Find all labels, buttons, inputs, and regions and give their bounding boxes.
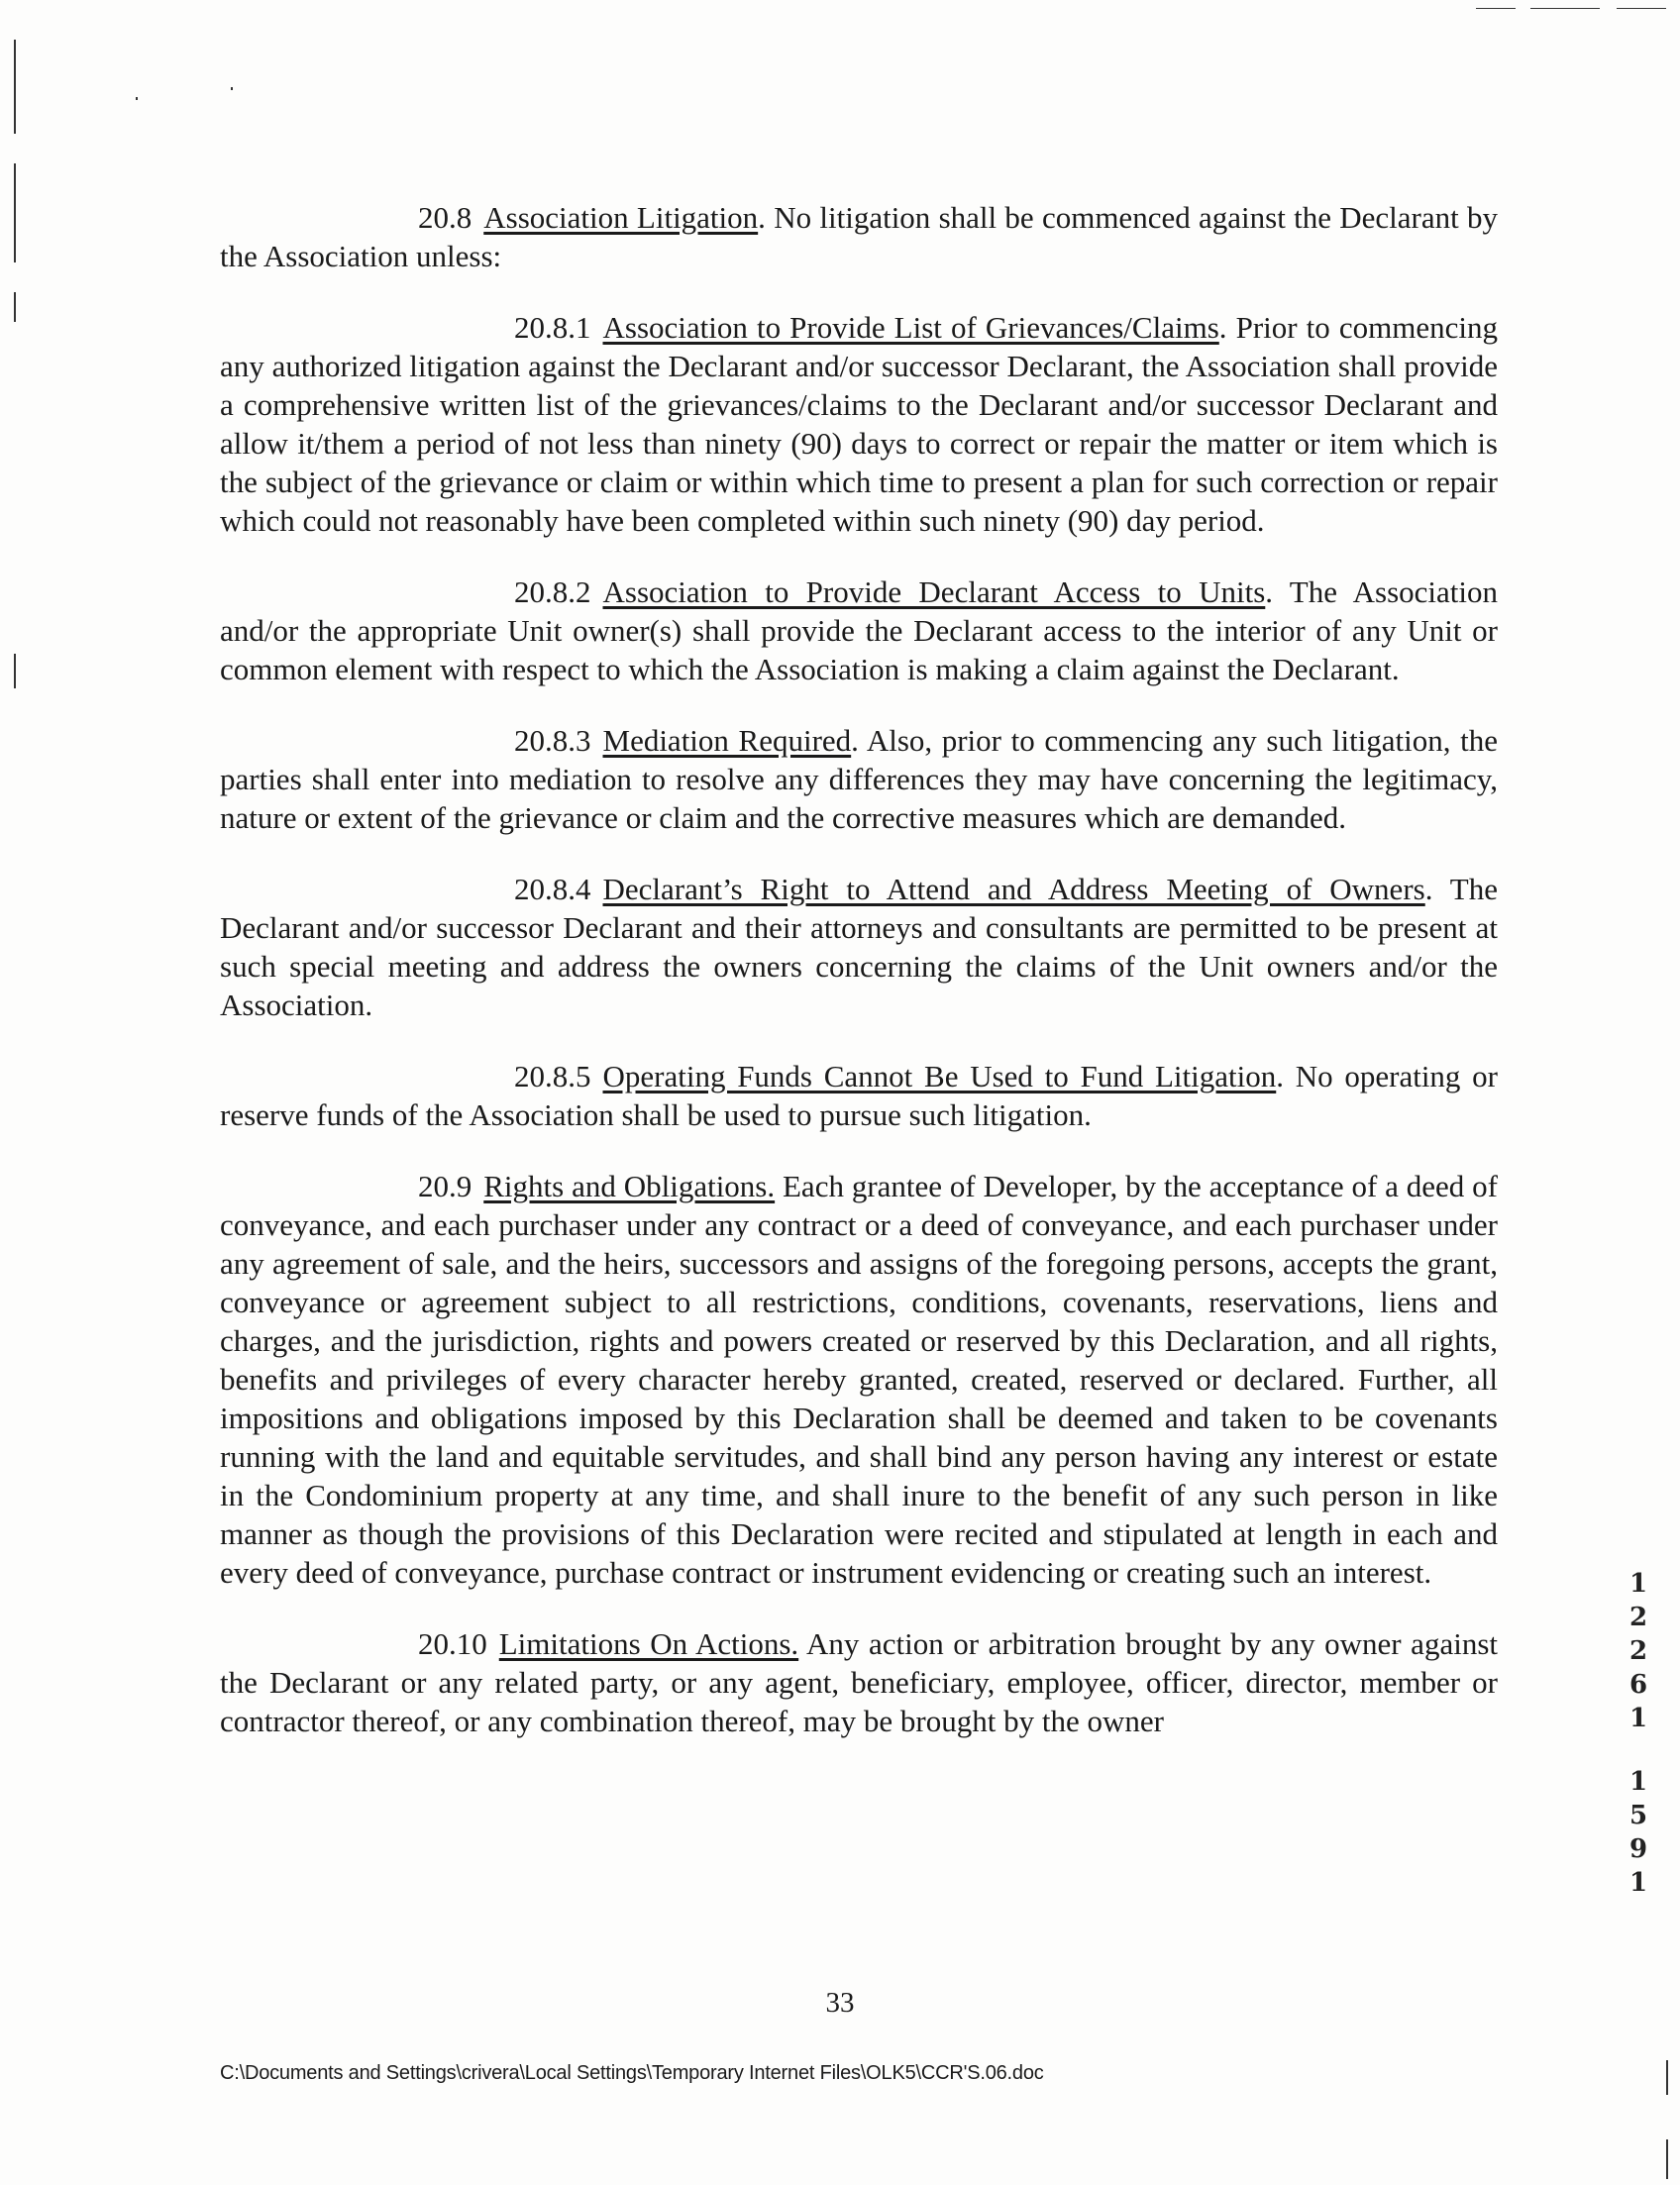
section-number: 20.8.2: [514, 574, 591, 609]
section-20-8-3: [220, 721, 1498, 837]
section-20-8-2: [220, 572, 1498, 688]
section-text: Any action or arbitration brought by any owner against the Declarant or any related party, or any agent, beneficiary, employee, officer, director, member or contractor thereof, or any combination thereof, may be brought by the owner: [220, 1626, 1498, 1738]
scan-artifact-left-2: [14, 163, 16, 262]
section-number: 20.8.1: [514, 310, 591, 345]
stamp-digit: 1: [1628, 1704, 1648, 1733]
footer-file-path: C:\Documents and Settings\crivera\Local Settings\Temporary Internet Files\OLK5\CCR'S.06.doc: [220, 2062, 1044, 2084]
section-text: . Prior to commencing any authorized litigation against the Declarant and/or successor Declarant, the Association shall provide a comprehensive written list of the grievances/claims to the Declarant and/or successor Declarant and allow it/them a period of not less than ninety (90) days to correct or repair the matter or item which is the subject of the grievance or claim or within which time to present a plan for such correction or repair which could not reasonably have been completed within such ninety (90) day period.: [220, 310, 1498, 538]
scan-speck-1: [136, 97, 138, 100]
section-number: 20.9: [418, 1169, 472, 1203]
section-title: Association Litigation: [483, 200, 759, 235]
section-title: Rights and Obligations.: [483, 1169, 776, 1203]
section-20-8-5: [220, 1057, 1498, 1134]
section-title: Declarant’s Right to Attend and Address Meeting of Owners: [602, 872, 1425, 906]
scan-artifact-right-2: [1666, 2139, 1668, 2179]
section-20-8-4: [220, 870, 1498, 1024]
stamp-digit: 2: [1628, 1603, 1648, 1632]
section-title: Limitations On Actions.: [498, 1626, 799, 1661]
section-number: 20.8: [418, 200, 472, 235]
section-number: 20.8.4: [514, 872, 591, 906]
section-title: Association to Provide List of Grievances/Claims: [602, 310, 1219, 345]
document-body: [220, 198, 1498, 1773]
scan-artifact-right-1: [1666, 2060, 1668, 2095]
section-text: . No litigation shall be commenced against the Declarant by the Association unless:: [220, 200, 1498, 273]
stamp-digit: 6: [1628, 1670, 1648, 1700]
section-text: . No operating or reserve funds of the Association shall be used to pursue such litigation.: [220, 1059, 1498, 1132]
stamp-digit: 5: [1628, 1801, 1648, 1830]
scan-artifact-top-3: [1617, 8, 1666, 9]
section-20-8: [220, 198, 1498, 275]
stamp-digit: 1: [1628, 1569, 1648, 1599]
stamp-gap: [1625, 1735, 1652, 1765]
section-text: Each grantee of Developer, by the acceptance of a deed of conveyance, and each purchaser under any contract or a deed of conveyance, and each purchaser under any agreement of sale, and the heirs, successors and assigns of the foregoing persons, accepts the grant, conveyance or agreement subject to all restrictions, conditions, covenants, reservations, liens and charges, and the jurisdiction, rights and powers created or reserved by this Declaration, and all rights, benefits and privileges of every character hereby granted, created, reserved or declared. Further, all impositions and obligations imposed by this Declaration shall be deemed and taken to be covenants running with the land and equitable servitudes, and shall bind any person having any interest or estate in the Condominium property at any time, and shall inure to the benefit of any such person in like manner as though the provisions of this Declaration were recited and stipulated at length in each and every deed of conveyance, purchase contract or instrument evidencing or creating such an interest.: [220, 1169, 1498, 1590]
page-number: 33: [825, 1987, 855, 2019]
section-text: . The Declarant and/or successor Declarant and their attorneys and consultants are permitted to be present at such special meeting and address the owners concerning the claims of the Unit owners and/or the Association.: [220, 872, 1499, 1022]
scan-artifact-left-1: [14, 40, 16, 134]
stamp-digit: 2: [1628, 1636, 1648, 1666]
scan-artifact-left-4: [14, 654, 16, 688]
section-20-10: [220, 1624, 1498, 1740]
stamp-digit: 1: [1628, 1767, 1648, 1797]
section-number: 20.8.5: [514, 1059, 591, 1093]
stamp-digit: 9: [1628, 1834, 1648, 1864]
section-title: Operating Funds Cannot Be Used to Fund Litigation: [602, 1059, 1277, 1093]
scan-artifact-top-1: [1476, 8, 1516, 9]
section-20-8-1: [220, 308, 1498, 540]
scan-artifact-top-2: [1530, 8, 1600, 9]
section-20-9: [220, 1167, 1498, 1592]
scan-artifact-left-3: [14, 292, 16, 322]
section-title: Association to Provide Declarant Access to Units: [602, 574, 1266, 609]
section-text: . Also, prior to commencing any such litigation, the parties shall enter into mediation to resolve any differences they may have concerning the legitimacy, nature or extent of the grievance or claim and the corrective measures which are demanded.: [220, 723, 1499, 835]
margin-stamp: [1625, 1567, 1652, 1900]
section-title: Mediation Required: [602, 723, 852, 758]
scan-speck-2: [231, 87, 233, 90]
stamp-digit: 1: [1628, 1868, 1648, 1898]
section-number: 20.8.3: [514, 723, 591, 758]
section-number: 20.10: [418, 1626, 487, 1661]
section-text: . The Association and/or the appropriate Unit owner(s) shall provide the Declarant access to the interior of any Unit or common element with respect to which the Association is making a claim against the Declarant.: [220, 574, 1498, 686]
